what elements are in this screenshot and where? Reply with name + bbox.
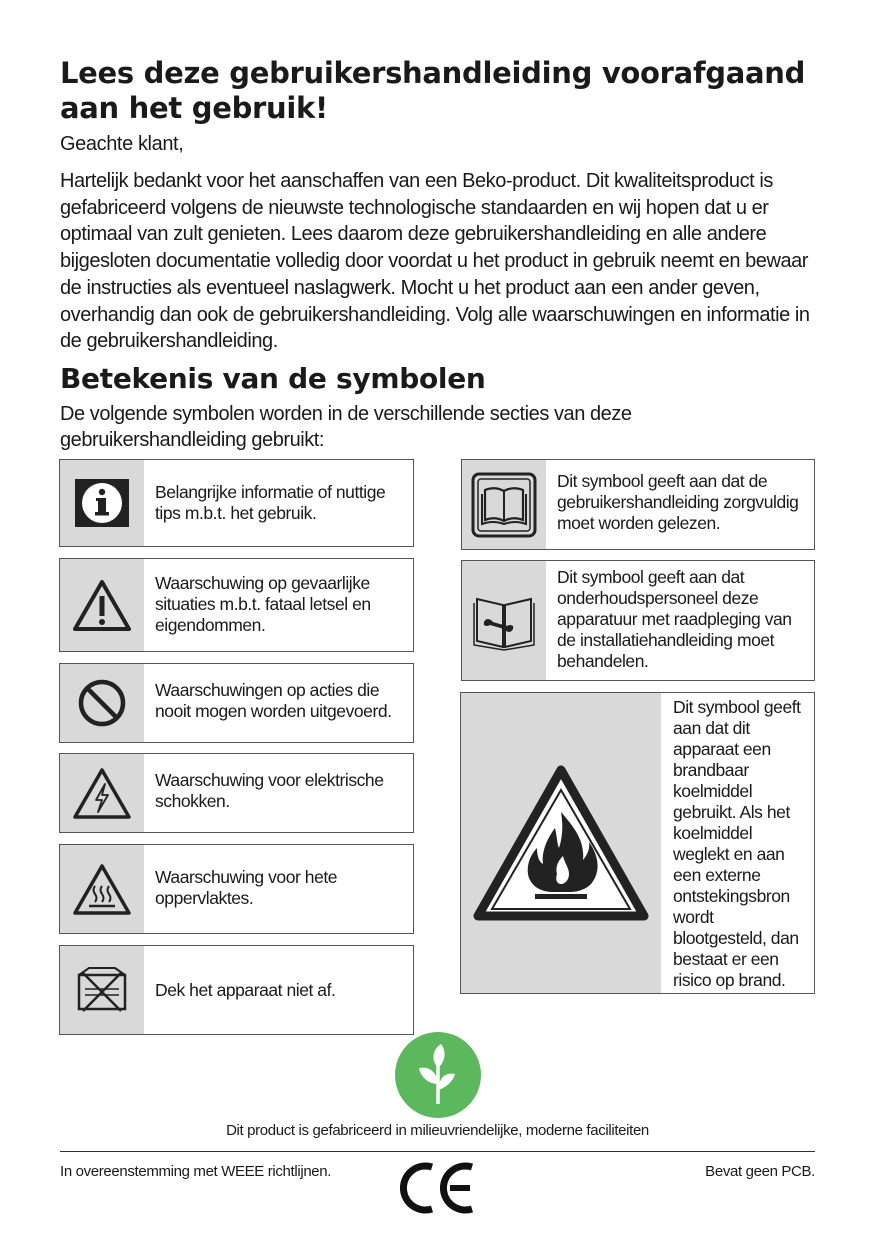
prohibited-icon <box>60 664 144 742</box>
footer-divider <box>60 1151 815 1152</box>
page-title: Lees deze gebruikershandleiding voorafgaand aan het gebruik! <box>60 56 806 125</box>
ce-mark-icon <box>398 1160 478 1216</box>
flammable-text: Dit symbool geeft aan dat dit apparaat een brandbaar koelmiddel gebruikt. Als het koelmiddel weglekt en aan een externe ontstekingsbron wordt blootgesteld, dan bestaat er een risico op brand. <box>673 697 801 990</box>
flammable-icon <box>461 693 661 993</box>
symbol-box-manual <box>461 459 815 550</box>
do-not-cover-icon <box>60 946 144 1034</box>
info-icon <box>60 460 144 546</box>
symbol-box-hot <box>59 844 414 934</box>
footer-weee: In overeenstemming met WEEE richtlijnen. <box>60 1163 332 1180</box>
hot-surface-icon <box>60 845 144 933</box>
symbols-intro: De volgende symbolen worden in de verschillende secties van deze gebruikershandleiding gebruikt: <box>60 403 632 451</box>
electric-shock-icon <box>60 754 144 832</box>
symbol-box-service <box>461 560 815 681</box>
eco-statement: Dit product is gefabriceerd in milieuvriendelijke, moderne faciliteiten <box>226 1122 649 1139</box>
symbol-box-flammable <box>460 692 815 994</box>
footer-pcb: Bevat geen PCB. <box>705 1163 815 1180</box>
symbol-box-nocover <box>59 945 414 1035</box>
info-text: Belangrijke informatie of nuttige tips m.b.t. het gebruik. <box>155 482 386 523</box>
symbol-box-warning <box>59 558 414 652</box>
symbol-box-electric <box>59 753 414 833</box>
eco-leaf-icon <box>395 1032 481 1118</box>
symbols-heading: Betekenis van de symbolen <box>60 362 486 395</box>
manual-text: Dit symbool geeft aan dat de gebruikershandleiding zorgvuldig moet worden gelezen. <box>557 471 799 533</box>
nocover-text: Dek het apparaat niet af. <box>155 980 336 1000</box>
intro-paragraph: Hartelijk bedankt voor het aanschaffen van een Beko-product. Dit kwaliteitsproduct is gefabriceerd volgens de nieuwste technologische standaarden en wij hopen dat u er optimaal van zult genieten. Lees daarom deze gebruikershandleiding en alle andere bijgesloten documentatie volledig door voordat u het product in gebruik neemt en bewaar de instructies als eventueel naslagwerk. Mocht u het product aan een ander geven, overhandig dan ook de gebruikershandleiding. Volg alle waarschuwingen en informatie in de gebruikershandleiding. <box>60 170 810 353</box>
symbol-box-info <box>59 459 414 547</box>
prohibited-text: Waarschuwingen op acties die nooit mogen worden uitgevoerd. <box>155 680 392 721</box>
greeting: Geachte klant, <box>60 133 184 155</box>
symbol-box-prohibited <box>59 663 414 743</box>
manual-book-icon <box>462 460 546 549</box>
warning-icon <box>60 559 144 651</box>
service-manual-icon <box>462 561 546 680</box>
warning-text: Waarschuwing op gevaarlijke situaties m.b.t. fataal letsel en eigendommen. <box>155 573 371 635</box>
hot-text: Waarschuwing voor hete oppervlaktes. <box>155 867 338 908</box>
electric-text: Waarschuwing voor elektrische schokken. <box>155 770 384 811</box>
service-text: Dit symbool geeft aan dat onderhoudspersoneel deze apparatuur met raadpleging van de installatiehandleiding moet behandelen. <box>557 567 792 671</box>
